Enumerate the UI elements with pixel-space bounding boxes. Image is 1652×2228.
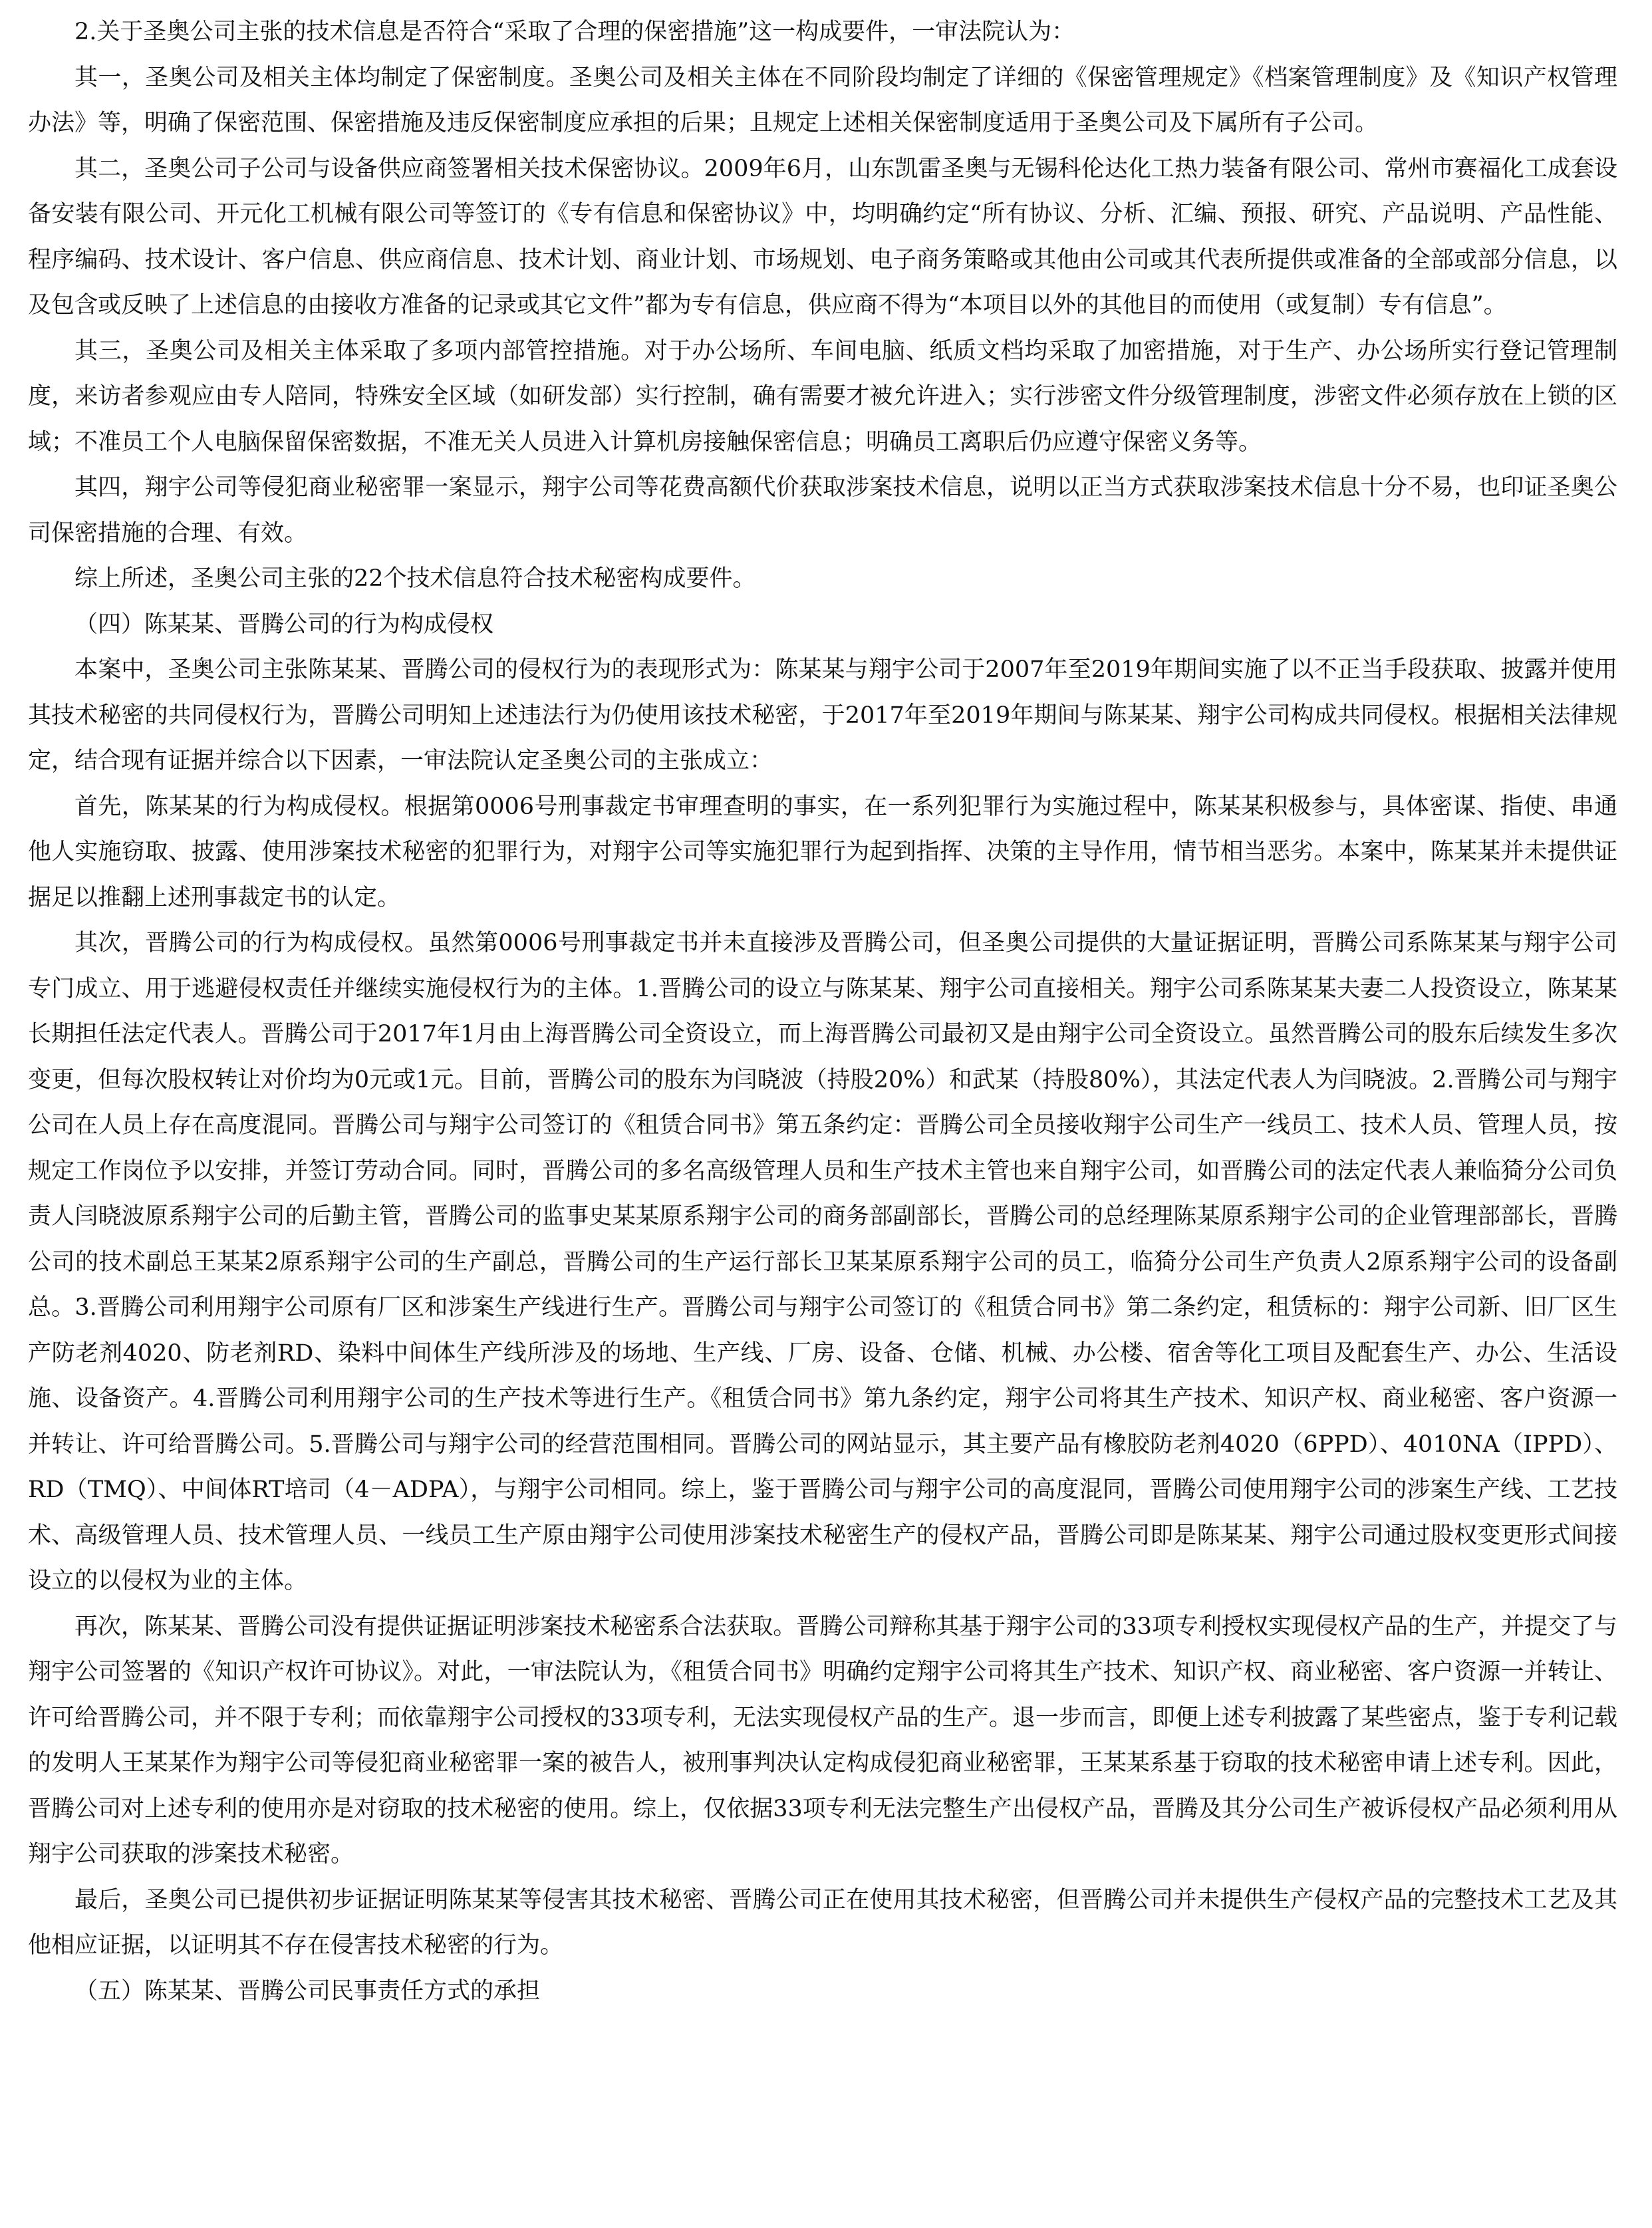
section-heading-four: （四）陈某某、晋腾公司的行为构成侵权 [74, 611, 494, 638]
paragraph-finally: 最后，圣奥公司已提供初步证据证明陈某某等侵害其技术秘密、晋腾公司正在使用其技术秘密，但晋腾公司并未提供生产侵权产品的完整技术工艺及其他相应证据，以证明其不存在侵害技术秘密的行为。 [28, 1886, 1617, 1959]
paragraph-second: 其次，晋腾公司的行为构成侵权。虽然第0006号刑事裁定书并未直接涉及晋腾公司，但圣奥公司提供的大量证据证明，晋腾公司系陈某某与翔宇公司专门成立、用于逃避侵权责任并继续实施侵权行为的主体。1.晋腾公司的设立与陈某某、翔宇公司直接相关。翔宇公司系陈某某夫妻二人投资设立，陈某某长期担任法定代表人。晋腾公司于2017年1月由上海晋腾公司全资设立，而上海晋腾公司最初又是由翔宇公司全资设立。虽然晋腾公司的股东后续发生多次变更，但每次股权转让对价均为0元或1元。目前，晋腾公司的股东为闫晓波（持股20%）和武某（持股80%），其法定代表人为闫晓波。2.晋腾公司与翔宇公司在人员上存在高度混同。晋腾公司与翔宇公司签订的《租赁合同书》第五条约定：晋腾公司全员接收翔宇公司生产一线员工、技术人员、管理人员，按规定工作岗位予以安排，并签订劳动合同。同时，晋腾公司的多名高级管理人员和生产技术主管也来自翔宇公司，如晋腾公司的法定代表人兼临猗分公司负责人闫晓波原系翔宇公司的后勤主管，晋腾公司的监事史某某原系翔宇公司的商务部副部长，晋腾公司的总经理陈某原系翔宇公司的企业管理部部长，晋腾公司的技术副总王某某2原系翔宇公司的生产副总，晋腾公司的生产运行部长卫某某原系翔宇公司的员工，临猗分公司生产负责人2原系翔宇公司的设备副总。3.晋腾公司利用翔宇公司原有厂区和涉案生产线进行生产。晋腾公司与翔宇公司签订的《租赁合同书》第二条约定，租赁标的：翔宇公司新、旧厂区生产防老剂4020、防老剂RD、染料中间体生产线所涉及的场地、生产线、厂房、设备、仓储、机械、办公楼、宿舍等化工项目及配套生产、办公、生活设施、设备资产。4.晋腾公司利用翔宇公司的生产技术等进行生产。《租赁合同书》第九条约定，翔宇公司将其生产技术、知识产权、商业秘密、客户资源一并转让、许可给晋腾公司。5.晋腾公司与翔宇公司的经营范围相同。晋腾公司的网站显示，其主要产品有橡胶防老剂4020（6PPD）、4010NA（IPPD）、RD（TMQ）、中间体RT培司（4－ADPA），与翔宇公司相同。综上，鉴于晋腾公司与翔宇公司的高度混同，晋腾公司使用翔宇公司的涉案生产线、工艺技术、高级管理人员、技术管理人员、一线员工生产原由翔宇公司使用涉案技术秘密生产的侵权产品，晋腾公司即是陈某某、翔宇公司通过股权变更形式间接设立的以侵权为业的主体。 [28, 930, 1617, 1594]
section-heading-five: （五）陈某某、晋腾公司民事责任方式的承担 [74, 1977, 541, 2005]
paragraph-point-two: 其二，圣奥公司子公司与设备供应商签署相关技术保密协议。2009年6月，山东凯雷圣奥与无锡科伦达化工热力装备有限公司、常州市赛福化工成套设备安装有限公司、开元化工机械有限公司等签订的《专有信息和保密协议》中，均明确约定“所有协议、分析、汇编、预报、研究、产品说明、产品性能、程序编码、技术设计、客户信息、供应商信息、技术计划、商业计划、市场规划、电子商务策略或其他由公司或其代表所提供或准备的全部或部分信息，以及包含或反映了上述信息的由接收方准备的记录或其它文件”都为专有信息，供应商不得为“本项目以外的其他目的而使用（或复制）专有信息”。 [28, 155, 1617, 319]
paragraph-point-one: 其一，圣奥公司及相关主体均制定了保密制度。圣奥公司及相关主体在不同阶段均制定了详细的《保密管理规定》《档案管理制度》及《知识产权管理办法》等，明确了保密范围、保密措施及违反保密制度应承担的后果；且规定上述相关保密制度适用于圣奥公司及下属所有子公司。 [28, 64, 1617, 136]
judgment-text-body [28, 9, 1617, 2014]
paragraph-claim-description: 本案中，圣奥公司主张陈某某、晋腾公司的侵权行为的表现形式为：陈某某与翔宇公司于2007年至2019年期间实施了以不正当手段获取、披露并使用其技术秘密的共同侵权行为，晋腾公司明知上述违法行为仍使用该技术秘密，于2017年至2019年期间与陈某某、翔宇公司构成共同侵权。根据相关法律规定，结合现有证据并综合以下因素，一审法院认定圣奥公司的主张成立： [28, 656, 1617, 774]
paragraph-first: 首先，陈某某的行为构成侵权。根据第0006号刑事裁定书审理查明的事实，在一系列犯罪行为实施过程中，陈某某积极参与，具体密谋、指使、串通他人实施窃取、披露、使用涉案技术秘密的犯罪行为，对翔宇公司等实施犯罪行为起到指挥、决策的主导作用，情节相当恶劣。本案中，陈某某并未提供证据足以推翻上述刑事裁定书的认定。 [28, 793, 1617, 911]
paragraph-third: 再次，陈某某、晋腾公司没有提供证据证明涉案技术秘密系合法获取。晋腾公司辩称其基于翔宇公司的33项专利授权实现侵权产品的生产，并提交了与翔宇公司签署的《知识产权许可协议》。对此，一审法院认为，《租赁合同书》明确约定翔宇公司将其生产技术、知识产权、商业秘密、客户资源一并转让、许可给晋腾公司，并不限于专利；而依靠翔宇公司授权的33项专利，无法实现侵权产品的生产。退一步而言，即便上述专利披露了某些密点，鉴于专利记载的发明人王某某作为翔宇公司等侵犯商业秘密罪一案的被告人，被刑事判决认定构成侵犯商业秘密罪，王某某系基于窃取的技术秘密申请上述专利。因此，晋腾公司对上述专利的使用亦是对窃取的技术秘密的使用。综上，仅依据33项专利无法完整生产出侵权产品，晋腾及其分公司生产被诉侵权产品必须利用从翔宇公司获取的涉案技术秘密。 [28, 1613, 1617, 1868]
paragraph-point-three: 其三，圣奥公司及相关主体采取了多项内部管控措施。对于办公场所、车间电脑、纸质文档均采取了加密措施，对于生产、办公场所实行登记管理制度，来访者参观应由专人陪同，特殊安全区域（如研发部）实行控制，确有需要才被允许进入；实行涉密文件分级管理制度，涉密文件必须存放在上锁的区域；不准员工个人电脑保留保密数据，不准无关人员进入计算机房接触保密信息；明确员工离职后仍应遵守保密义务等。 [28, 337, 1617, 456]
paragraph-summary: 综上所述，圣奥公司主张的22个技术信息符合技术秘密构成要件。 [74, 565, 756, 592]
paragraph-point-four: 其四，翔宇公司等侵犯商业秘密罪一案显示，翔宇公司等花费高额代价获取涉案技术信息，说明以正当方式获取涉案技术信息十分不易，也印证圣奥公司保密措施的合理、有效。 [28, 474, 1617, 547]
paragraph-reasonable-confidentiality-heading: 2.关于圣奥公司主张的技术信息是否符合“采取了合理的保密措施”这一构成要件，一审法院认为： [74, 19, 1075, 45]
